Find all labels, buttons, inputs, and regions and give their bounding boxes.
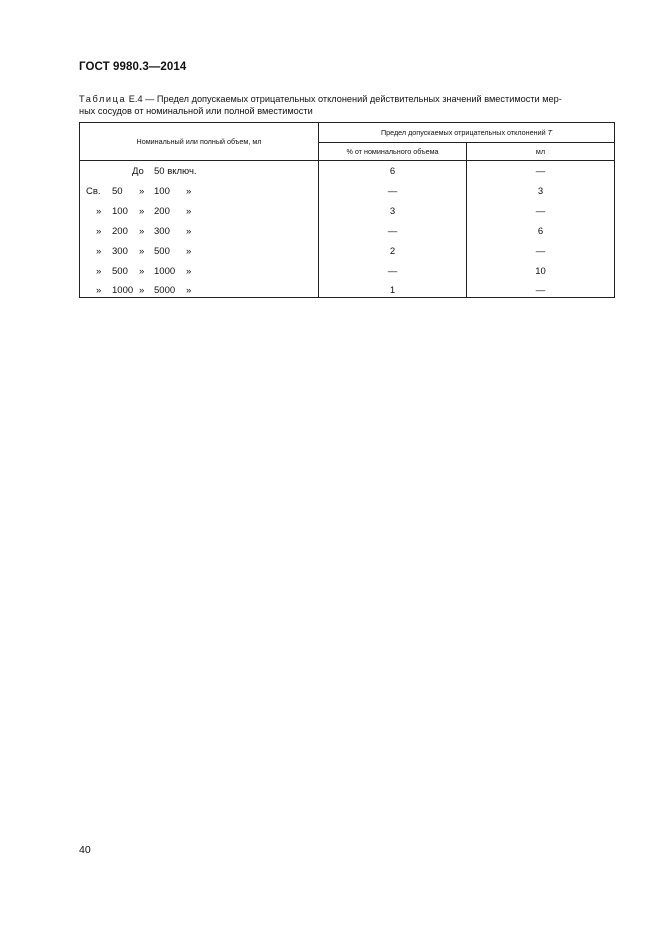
document-header: ГОСТ 9980.3—2014 [79,61,187,73]
caption-label: Таблица [79,94,127,104]
row-from: 50 [112,186,123,197]
row-to: 300 [154,226,170,237]
row-ml: 3 [537,186,544,197]
table-caption [79,93,615,117]
header-ml: мл [535,147,546,156]
row-sep: » [139,285,145,296]
row-ml: — [535,285,546,296]
deviation-table [79,122,615,298]
row-percent: 2 [389,246,396,257]
row-sep: » [139,246,145,257]
row-ml: — [535,166,546,177]
row-sep: » [139,226,145,237]
row-to: 50 включ. [154,166,197,177]
caption-text-line1: — Предел допускаемых отрицательных отклонений действительных значений вместимости мер- [142,94,562,104]
row-from: До [132,166,144,177]
row-ml: 10 [535,266,546,277]
row-sep: » [186,226,192,237]
header-volume: Номинальный или полный объем, мл [136,137,262,146]
row-prefix: » [96,285,102,296]
row-sep: » [186,186,192,197]
header-percent: % от номинального объема [346,147,439,156]
header-limit-symbol: T [547,128,553,137]
row-percent: — [387,186,398,197]
row-prefix: » [96,266,102,277]
caption-number: Е.4 [128,94,143,104]
row-percent: 1 [389,285,396,296]
row-to: 100 [154,186,170,197]
row-sep: » [186,206,192,217]
row-to: 200 [154,206,170,217]
row-to: 5000 [154,285,176,296]
header-limit-text: Предел допускаемых отрицательных отклонений [380,128,546,137]
row-from: 1000 [112,285,134,296]
row-to: 1000 [154,266,176,277]
row-sep: » [139,266,145,277]
header-divider [319,142,614,143]
row-from: 200 [112,226,128,237]
row-percent: 6 [389,166,396,177]
row-ml: — [535,206,546,217]
row-prefix: » [96,226,102,237]
row-sep: » [186,266,192,277]
row-sep: » [186,285,192,296]
row-sep: » [139,206,145,217]
row-prefix: » [96,206,102,217]
row-ml: 6 [537,226,544,237]
row-from: 100 [112,206,128,217]
row-prefix: » [96,246,102,257]
row-sep: » [139,186,145,197]
row-prefix: Св. [86,186,101,197]
row-percent: — [387,226,398,237]
row-ml: — [535,246,546,257]
caption-text-line2: ных сосудов от номинальной или полной вместимости [79,106,313,116]
row-to: 500 [154,246,170,257]
page-number: 40 [79,844,91,856]
row-from: 500 [112,266,128,277]
row-sep: » [186,246,192,257]
header-bottom-line [80,160,614,161]
row-percent: 3 [389,206,396,217]
header-limit-group [319,128,614,137]
row-from: 300 [112,246,128,257]
row-percent: — [387,266,398,277]
